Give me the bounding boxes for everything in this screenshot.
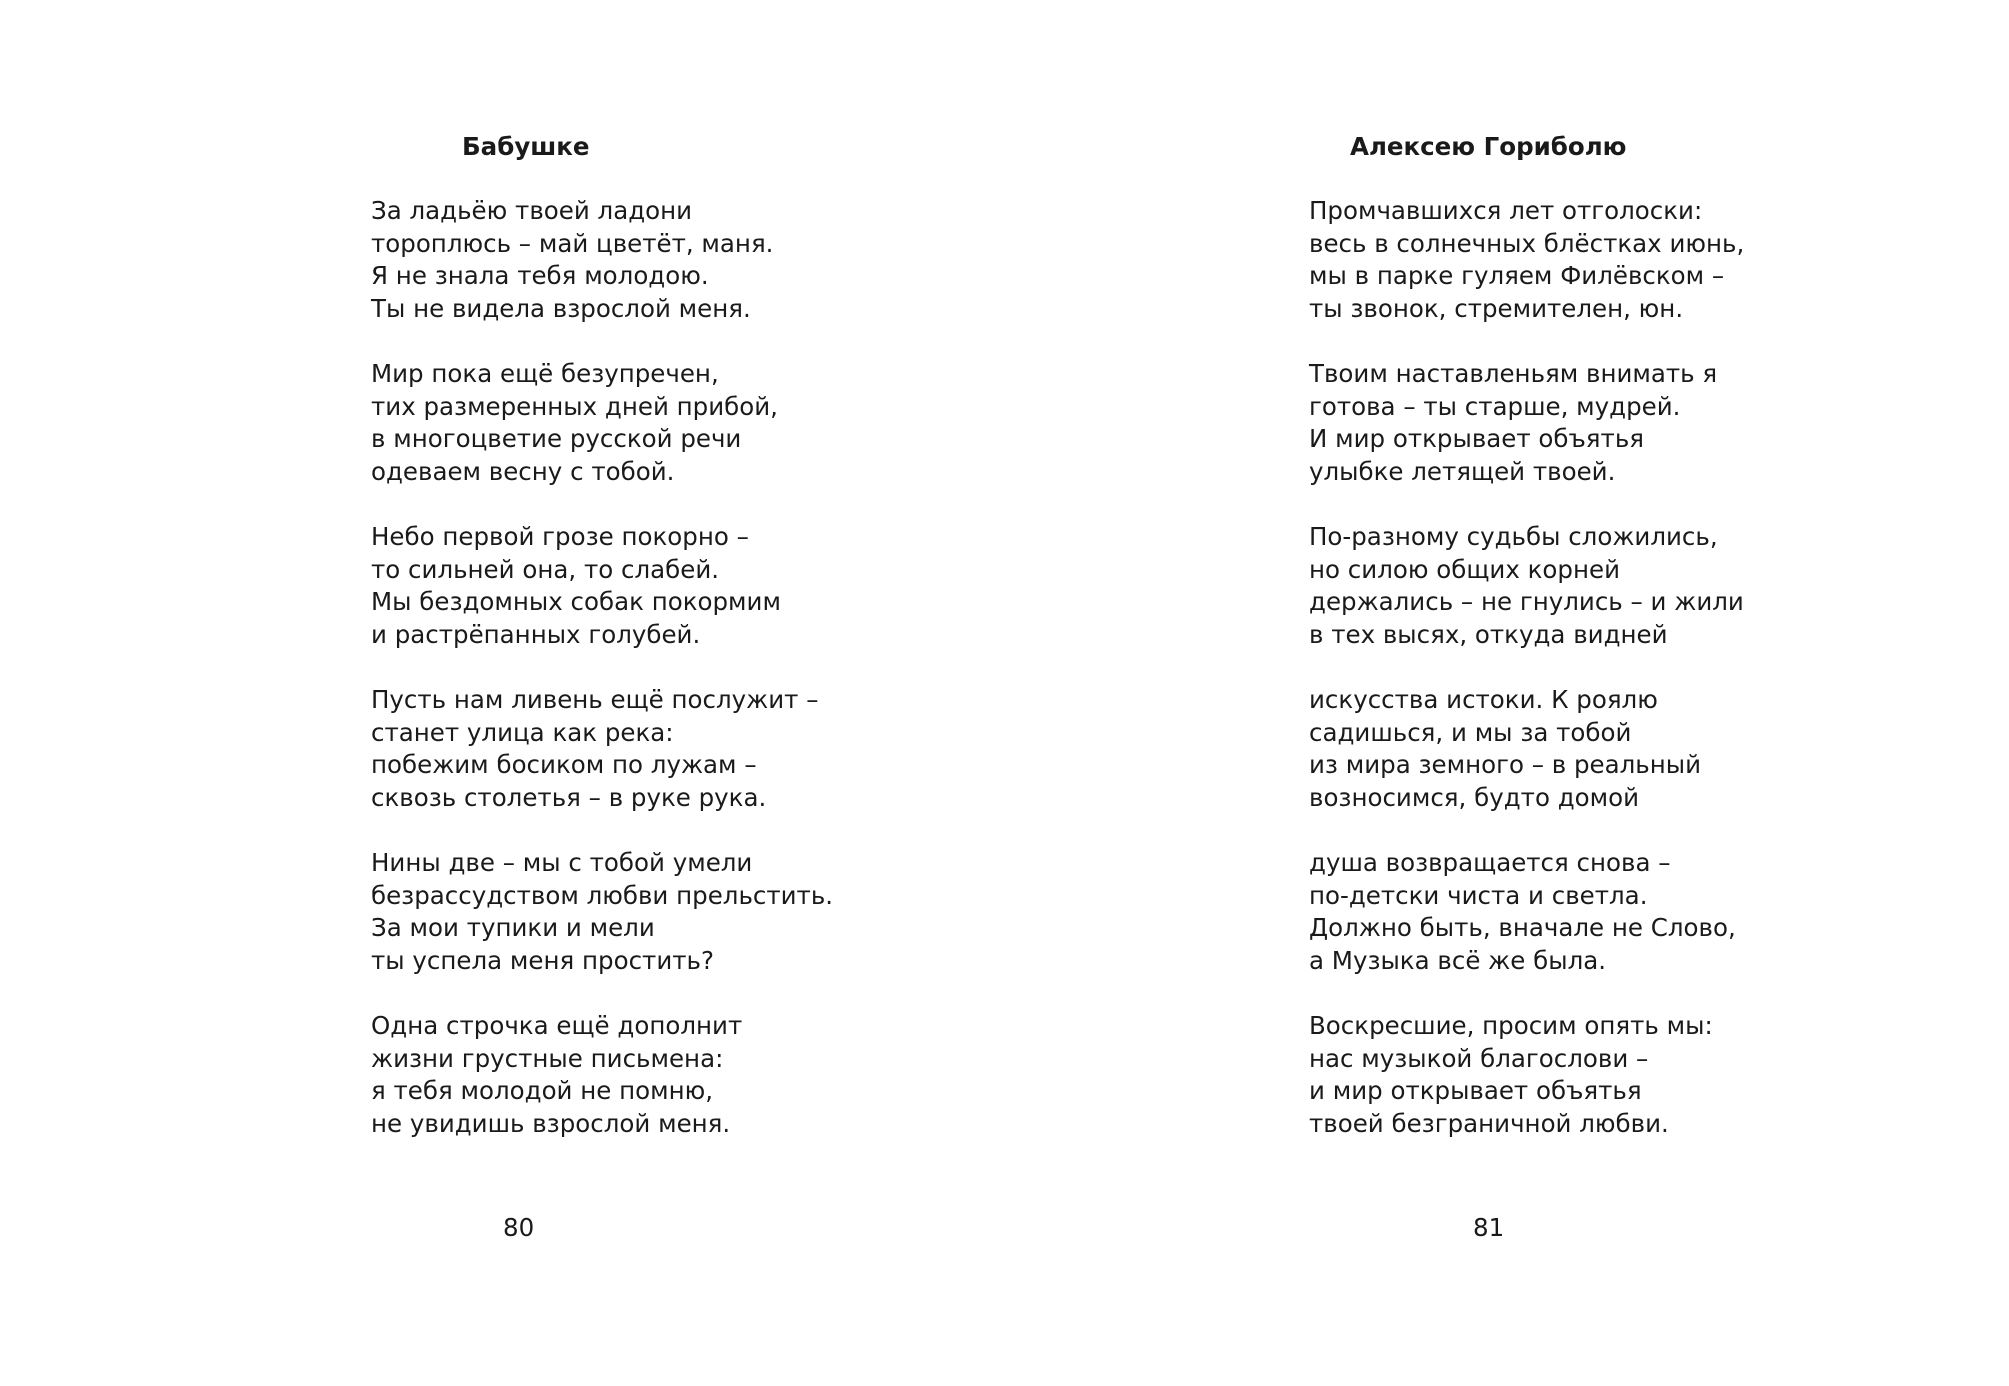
poem-line: а Музыка всё же была. [1309,945,1607,975]
page-number: 80 [503,1213,535,1242]
page-number: 81 [1473,1213,1505,1242]
poem-line: безрассудством любви прельстить. [371,880,834,910]
stanza [371,195,931,325]
poem-line: тороплюсь – май цветёт, маня. [371,228,774,258]
poem-line: Мы бездомных собак покормим [371,587,781,616]
stanza [371,358,931,488]
poem-line: искусства истоки. К роялю [1309,685,1658,714]
poem-line: Воскресшие, просим опять мы: [1309,1011,1713,1040]
stanza [1309,847,1869,977]
poem-babushke [371,131,931,1140]
poem-line: За мои тупики и мели [371,913,655,942]
poem-line: тих размеренных дней прибой, [371,391,778,421]
poem-line: по-детски чиста и светла. [1309,880,1648,910]
poem-line: душа возвращается снова – [1309,848,1671,877]
stanza [1309,358,1869,488]
stanza [371,847,931,977]
poem-line: сквозь столетья – в руке рука. [371,782,767,812]
poem-line: Твоим наставленьям внимать я [1309,359,1718,388]
stanza [371,1010,931,1140]
poem-line: По-разному судьбы сложились, [1309,522,1718,551]
poem-line: готова – ты старше, мудрей. [1309,391,1681,421]
poem-line: в тех высях, откуда видней [1309,619,1668,649]
poem-line: Небо первой грозе покорно – [371,522,749,551]
poem-line: то сильней она, то слабей. [371,554,720,584]
poem-title: Бабушке [462,132,590,161]
poem-line: побежим босиком по лужам – [371,750,757,779]
poem-line: И мир открывает объятья [1309,424,1644,453]
poem-line: и мир открывает объятья [1309,1076,1642,1105]
poem-line: садишься, и мы за тобой [1309,717,1632,747]
poem-line: ты звонок, стремителен, юн. [1309,293,1684,323]
poem-line: и растрёпанных голубей. [371,619,701,649]
poem-line: твоей безграничной любви. [1309,1108,1669,1138]
stanza [1309,1010,1869,1140]
poem-line: весь в солнечных блёстках июнь, [1309,228,1745,258]
poem-line: станет улица как река: [371,717,674,747]
poem-line: держались – не гнулись – и жили [1309,587,1744,616]
poem-line: мы в парке гуляем Филёвском – [1309,261,1725,290]
poem-line: Одна строчка ещё дополнит [371,1011,743,1040]
poem-line: но силою общих корней [1309,554,1620,584]
poem-line: Я не знала тебя молодою. [371,261,709,290]
poem-line: одеваем весну с тобой. [371,456,675,486]
stanza [1309,521,1869,651]
poem-line: я тебя молодой не помню, [371,1076,714,1105]
poem-line: Ты не видела взрослой меня. [371,293,751,323]
poem-line: нас музыкой благослови – [1309,1043,1649,1073]
poem-title: Алексею Гориболю [1350,132,1627,161]
poem-line: жизни грустные письмена: [371,1043,724,1073]
poem-line: улыбке летящей твоей. [1309,456,1616,486]
poem-line: не увидишь взрослой меня. [371,1108,731,1138]
poem-line: Должно быть, вначале не Слово, [1309,913,1736,942]
poem-alekseyu-gorybolyu [1309,131,1869,1140]
stanza [371,684,931,814]
poem-line: Мир пока ещё безупречен, [371,359,719,388]
poem-line: За ладьёю твоей ладони [371,196,693,225]
poem-line: Промчавшихся лет отголоски: [1309,196,1703,225]
poem-line: возносимся, будто домой [1309,782,1640,812]
stanza [1309,195,1869,325]
stanza [1309,684,1869,814]
poem-line: Нины две – мы с тобой умели [371,848,753,877]
right-page [1004,0,2009,1386]
left-page [0,0,1004,1386]
poem-line: ты успела меня простить? [371,945,714,975]
poem-line: Пусть нам ливень ещё послужит – [371,685,819,714]
poem-line: из мира земного – в реальный [1309,750,1702,779]
stanza [371,521,931,651]
poem-line: в многоцветие русской речи [371,424,742,453]
